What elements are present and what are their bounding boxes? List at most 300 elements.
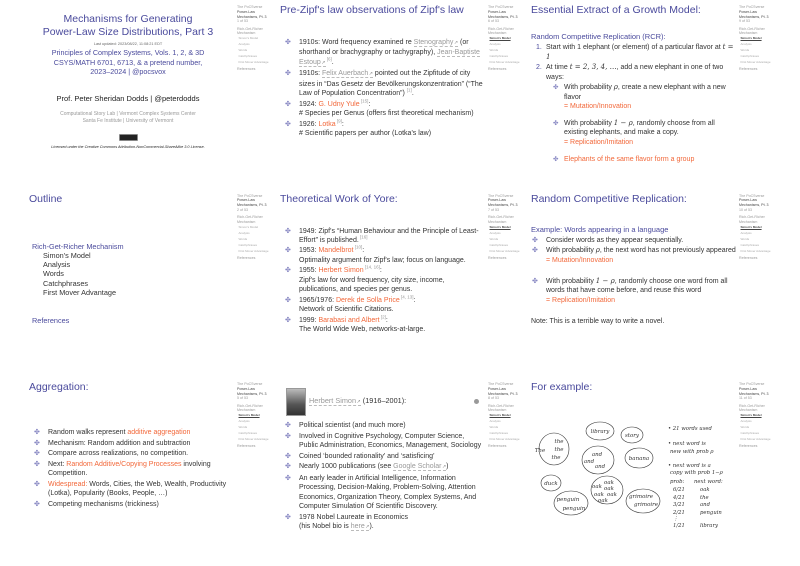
license-text: Licensed under the Creative Commons Attribution-NonCommercial-ShareAlike 3.0 License. bbox=[51, 144, 205, 149]
text-run: Competing mechanisms (trickiness) bbox=[48, 501, 159, 509]
text-run: Mechanism: Random addition and subtraction bbox=[48, 439, 191, 447]
list-item bbox=[531, 63, 736, 82]
bullet-icon: ✤ bbox=[532, 236, 538, 244]
sidebar-subsection[interactable]: Catchphrases bbox=[238, 431, 258, 436]
cc-license-logo[interactable] bbox=[119, 134, 138, 141]
sidebar-subsection[interactable]: Simon's Model bbox=[740, 413, 762, 418]
note-text bbox=[531, 317, 736, 326]
sidebar-section[interactable]: Rich-Get-Richer bbox=[739, 403, 765, 408]
text-run: 1 − ρ bbox=[613, 119, 633, 128]
sidebar-subsection[interactable]: Analysis bbox=[489, 230, 501, 235]
sidebar-section[interactable]: Rich-Get-Richer bbox=[237, 403, 263, 408]
highlight-text: G. Udny Yule bbox=[318, 100, 360, 108]
sidebar-subsection[interactable]: Catchphrases bbox=[489, 54, 509, 59]
bubble-word: grimoire bbox=[628, 494, 654, 500]
text-run: An early leader in Artificial Intelligence, Information Processing, Decision-Making, Problem-Solving, Attention Economics, Organization Theory, Complex Systems, And Computer Simulation Of Scientific Discovery. bbox=[299, 475, 477, 510]
list-item bbox=[531, 43, 736, 62]
sidebar-subsection[interactable]: Simon's Model bbox=[489, 36, 511, 41]
highlight-text: Herbert Simon bbox=[318, 267, 364, 275]
sidebar-brand[interactable]: The PoCSverse bbox=[739, 193, 765, 198]
list-item-text bbox=[48, 450, 188, 457]
sidebar-subsection[interactable]: Words bbox=[489, 48, 499, 53]
sidebar-subsection[interactable]: Analysis bbox=[238, 419, 250, 424]
sidebar-section[interactable]: Mechanism bbox=[488, 408, 507, 413]
handwritten-note: copy with prob 1−ρ bbox=[670, 470, 723, 476]
word-probability: 1/21 bbox=[673, 523, 685, 529]
text-run: 1910s: bbox=[299, 70, 322, 78]
sidebar-subsection[interactable]: Words bbox=[740, 425, 750, 430]
sidebar-deck-title[interactable]: Mechanisms, Pt. 3 bbox=[237, 203, 267, 208]
text-run: 1978 Nobel Laureate in Economics bbox=[299, 513, 408, 521]
highlight-text: Barabasi and Albert bbox=[318, 316, 380, 324]
list-item-text bbox=[299, 70, 483, 97]
text-run: ). bbox=[369, 522, 374, 530]
bubble-word: duck bbox=[544, 481, 558, 487]
text-run: 1955: bbox=[299, 267, 319, 275]
list-item bbox=[531, 277, 736, 305]
text-run: : bbox=[379, 267, 382, 275]
sidebar-subsection[interactable]: Catchphrases bbox=[238, 242, 258, 247]
text-run: : bbox=[385, 316, 388, 324]
list-item-text bbox=[299, 422, 406, 429]
sidebar-deck-title[interactable]: Power-Law bbox=[237, 386, 255, 391]
citation-ref: [10] bbox=[353, 245, 363, 251]
portrait-photo bbox=[286, 388, 306, 416]
list-item-text bbox=[299, 475, 476, 510]
slide-title: For example: bbox=[531, 381, 593, 393]
handwritten-note: • 21 words used bbox=[668, 426, 712, 432]
text-run: involving Competition. bbox=[48, 461, 211, 478]
sidebar-subsection[interactable]: Analysis bbox=[238, 42, 250, 47]
sidebar-subsection[interactable]: First Mover Advantage bbox=[238, 60, 269, 65]
course-line: Principles of Complex Systems, Vols. 1, 2, & 3D bbox=[51, 48, 205, 57]
list-number: 1. bbox=[536, 44, 542, 52]
list-item-text bbox=[546, 237, 683, 244]
bullet-icon: ✤ bbox=[34, 461, 40, 469]
text-run: Consider words as they appear sequentially. bbox=[546, 236, 684, 244]
course-line: CSYS/MATH 6701, 6713, & a pretend number, bbox=[53, 57, 203, 67]
next-word: and bbox=[700, 502, 710, 508]
slide-title: Theoretical Work of Yore: bbox=[280, 192, 398, 205]
course-line: 2023–2024 | @pocsvox bbox=[90, 67, 166, 77]
list-item bbox=[280, 266, 485, 294]
text-run: The World Wide Web, networks-at-large. bbox=[299, 326, 426, 334]
bubble-word: penguin bbox=[562, 506, 586, 512]
text-run: . bbox=[411, 89, 414, 97]
section-heading bbox=[531, 225, 736, 234]
list-item-text bbox=[546, 278, 728, 304]
bubble-word: oak bbox=[592, 484, 602, 490]
sidebar-section[interactable]: Mechanism bbox=[488, 219, 507, 224]
next-word: oak bbox=[700, 487, 710, 493]
bullet-icon: ✤ bbox=[34, 450, 40, 458]
slide bbox=[21, 0, 272, 188]
sidebar-deck-title[interactable]: Mechanisms, Pt. 3 bbox=[488, 14, 518, 19]
list-item-text bbox=[546, 44, 734, 60]
text-run: Start with 1 elephant (or element) of a particular flavor at bbox=[546, 44, 723, 52]
text-run: , add a new elephant in one of two ways: bbox=[546, 64, 724, 81]
list-item-text bbox=[299, 39, 480, 66]
citation-ref: [9] bbox=[335, 118, 342, 124]
sidebar-subsection[interactable]: Analysis bbox=[238, 230, 250, 235]
list-item bbox=[531, 236, 736, 245]
text-run: 1953: bbox=[299, 247, 319, 255]
sidebar-brand[interactable]: The PoCSverse bbox=[488, 193, 514, 198]
text-run: : bbox=[413, 296, 416, 304]
external-link[interactable]: Jean-Baptiste Estoup ↗ bbox=[299, 49, 480, 66]
list-number: 2. bbox=[536, 64, 542, 72]
page-counter: 5 of 53 bbox=[237, 396, 248, 401]
sidebar-references[interactable]: References bbox=[739, 255, 758, 260]
bubble-word: oak bbox=[604, 486, 614, 492]
list-item bbox=[29, 428, 234, 437]
sidebar-subsection[interactable]: Simon's Model bbox=[740, 36, 762, 41]
outline-item[interactable]: Words bbox=[43, 269, 64, 279]
bubble-word: and bbox=[594, 464, 606, 470]
sidebar-brand[interactable]: The PoCSverse bbox=[237, 5, 263, 9]
bullet-icon: ✤ bbox=[34, 439, 40, 447]
list-item bbox=[531, 83, 736, 111]
sidebar-references[interactable]: References bbox=[739, 67, 758, 72]
text-run: Nearly 1000 publications (see bbox=[299, 463, 394, 471]
sidebar-brand[interactable]: The PoCSverse bbox=[237, 382, 263, 386]
list-item bbox=[280, 69, 485, 98]
bubble-word: oak bbox=[604, 480, 614, 486]
sidebar-section[interactable]: Rich-Get-Richer bbox=[237, 215, 263, 220]
bullet-icon: ✤ bbox=[285, 296, 291, 304]
list-item-text bbox=[564, 156, 694, 163]
bullet-icon: ✤ bbox=[285, 120, 291, 128]
slide-body bbox=[280, 38, 485, 140]
text-run: : bbox=[368, 100, 371, 108]
sidebar-deck-title[interactable]: Mechanisms, Pt. 3 bbox=[739, 391, 769, 396]
bullet-icon: ✤ bbox=[34, 501, 40, 509]
sidebar-subsection[interactable]: Analysis bbox=[740, 230, 752, 235]
sidebar-references[interactable]: References bbox=[739, 444, 758, 449]
handwritten-note: • next word is bbox=[668, 441, 706, 447]
text-run: Note: This is a terrible way to write a novel. bbox=[531, 317, 665, 325]
highlight-text: = Mutation/Innovation bbox=[546, 256, 614, 264]
sidebar-subsection[interactable]: First Mover Advantage bbox=[238, 437, 269, 442]
sidebar-deck-title[interactable]: Power-Law bbox=[488, 386, 506, 391]
page-counter: 6 of 53 bbox=[488, 19, 499, 24]
text-run: At time bbox=[546, 64, 570, 72]
sidebar-section[interactable]: Rich-Get-Richer bbox=[488, 215, 514, 220]
slide bbox=[523, 189, 774, 377]
slide-title: Pre-Zipf's law observations of Zipf's law bbox=[280, 4, 464, 16]
outline-item[interactable]: Simon's Model bbox=[43, 250, 91, 260]
outline-item[interactable]: Analysis bbox=[43, 260, 71, 270]
bullet-icon: ✤ bbox=[34, 481, 40, 489]
sidebar-subsection[interactable]: Simon's Model bbox=[740, 224, 762, 229]
sidebar-deck-title[interactable]: Mechanisms, Pt. 3 bbox=[237, 391, 267, 396]
text-run: Involved in Cognitive Psychology, Computer Science, Public Administration, Economics, Management, Sociology bbox=[299, 432, 482, 449]
outline-section[interactable]: Rich-Get-Richer Mechanism bbox=[32, 241, 124, 251]
affiliations bbox=[21, 111, 235, 125]
text-run: Next: bbox=[48, 461, 67, 469]
sidebar-deck-title[interactable]: Power-Law bbox=[237, 198, 255, 203]
sidebar-section[interactable]: Rich-Get-Richer bbox=[739, 215, 765, 220]
sidebar-references[interactable]: References bbox=[237, 255, 256, 260]
bullet-icon: ✤ bbox=[285, 463, 291, 471]
course-info bbox=[21, 48, 235, 77]
next-word: the bbox=[700, 495, 709, 501]
next-word: penguin bbox=[700, 510, 722, 516]
sidebar-deck-title[interactable]: Power-Law bbox=[739, 386, 757, 391]
list-item bbox=[280, 316, 485, 335]
sidebar-brand[interactable]: The PoCSverse bbox=[237, 193, 263, 198]
bullet-icon: ✤ bbox=[285, 475, 291, 483]
bubble-word: The bbox=[534, 448, 546, 454]
text-run: . bbox=[331, 58, 334, 66]
sidebar-subsection[interactable]: Words bbox=[740, 236, 750, 241]
word-probability: 3/21 bbox=[673, 502, 685, 508]
sidebar-subsection[interactable]: Catchphrases bbox=[740, 431, 760, 436]
highlight-text: Widespread: bbox=[48, 481, 88, 489]
sidebar-subsection[interactable]: Simon's Model bbox=[238, 224, 259, 229]
sidebar-deck-title[interactable]: Power-Law bbox=[237, 9, 255, 14]
bubble-word: oak bbox=[594, 492, 604, 498]
list-item bbox=[29, 439, 234, 448]
slide-title: Essential Extract of a Growth Model: bbox=[531, 4, 701, 16]
next-word: library bbox=[700, 523, 718, 529]
slide bbox=[21, 377, 272, 565]
sidebar-deck-title[interactable]: Power-Law bbox=[488, 198, 506, 203]
sidebar-section[interactable]: Rich-Get-Richer bbox=[488, 403, 514, 408]
external-link[interactable]: Google Scholar ↗ bbox=[393, 463, 446, 471]
sidebar-subsection[interactable]: Words bbox=[740, 48, 750, 53]
external-link[interactable]: Stenography ↗ bbox=[414, 39, 458, 47]
sidebar-subsection[interactable]: Analysis bbox=[740, 419, 752, 424]
deck-title: Power-Law Size Distributions, Part 3 bbox=[42, 26, 214, 38]
sidebar-deck-title[interactable]: Mechanisms, Pt. 3 bbox=[488, 203, 518, 208]
sidebar-section[interactable]: Mechanism bbox=[739, 408, 758, 413]
list-item-text bbox=[48, 429, 190, 436]
highlight-text: = Replication/Imitation bbox=[546, 296, 616, 304]
bubble-word: banana bbox=[628, 456, 650, 462]
slide bbox=[272, 0, 523, 188]
sidebar-deck-title[interactable]: Mechanisms, Pt. 3 bbox=[488, 391, 518, 396]
sidebar-brand[interactable]: The PoCSverse bbox=[488, 382, 514, 386]
list-item bbox=[280, 452, 485, 461]
bullet-icon: ✤ bbox=[285, 432, 291, 440]
sidebar-section[interactable]: Rich-Get-Richer bbox=[237, 26, 263, 31]
list-item-text bbox=[299, 463, 448, 471]
list-item bbox=[29, 500, 234, 509]
sidebar-subsection[interactable]: First Mover Advantage bbox=[238, 248, 269, 253]
sidebar-deck-title[interactable]: Power-Law bbox=[488, 9, 506, 14]
list-item bbox=[29, 449, 234, 458]
highlight-text: Random Additive/Copying Processes bbox=[66, 461, 182, 469]
sidebar-subsection[interactable]: Catchphrases bbox=[489, 431, 509, 436]
sidebar-subsection[interactable]: Words bbox=[238, 48, 248, 53]
sidebar-subsection[interactable]: Catchphrases bbox=[740, 242, 760, 247]
bubble-word: oak bbox=[607, 492, 617, 498]
text-run: , the next word has not previously appeared bbox=[599, 247, 736, 255]
text-run: 1999: bbox=[299, 316, 319, 324]
slide-body bbox=[280, 421, 485, 534]
sidebar-subsection[interactable]: First Mover Advantage bbox=[740, 248, 771, 253]
highlight-text: Lotka bbox=[318, 120, 336, 128]
sidebar-deck-title[interactable]: Mechanisms, Pt. 3 bbox=[739, 203, 769, 208]
highlight-text: Mandelbrot bbox=[318, 247, 354, 255]
sidebar-subsection[interactable]: First Mover Advantage bbox=[489, 437, 520, 442]
list-item-text bbox=[299, 314, 426, 334]
bullet-icon: ✤ bbox=[285, 227, 291, 235]
sidebar-subsection[interactable]: Simon's Model bbox=[238, 413, 260, 418]
sidebar-references[interactable]: References bbox=[488, 255, 507, 260]
text-run: : bbox=[341, 120, 344, 128]
sidebar-subsection[interactable]: First Mover Advantage bbox=[489, 60, 520, 65]
author: Prof. Peter Sheridan Dodds | @peterdodds bbox=[56, 93, 200, 103]
outline-item[interactable]: Catchphrases bbox=[43, 278, 89, 288]
bubble-word: the bbox=[554, 447, 564, 453]
sidebar-references[interactable]: References bbox=[488, 67, 507, 72]
text-run: : bbox=[362, 247, 365, 255]
handwritten-note: prob: bbox=[670, 479, 685, 485]
list-item bbox=[280, 421, 485, 430]
sidebar-subsection[interactable]: Words bbox=[238, 425, 248, 430]
sidebar-subsection[interactable]: Catchphrases bbox=[238, 54, 258, 59]
external-link[interactable]: here ↗ bbox=[351, 523, 370, 531]
list-item-text bbox=[299, 433, 481, 449]
citation-ref: [2] bbox=[379, 314, 386, 320]
list-item-text bbox=[546, 64, 723, 80]
slide-title: Outline bbox=[29, 192, 63, 205]
list-item-text bbox=[531, 32, 666, 41]
list-item bbox=[280, 38, 485, 68]
bubble-word: and bbox=[591, 452, 603, 458]
affiliation-line: Santa Fe Institute | University of Vermont bbox=[82, 117, 174, 124]
sidebar-subsection[interactable]: First Mover Advantage bbox=[740, 437, 771, 442]
outline-references[interactable]: References bbox=[32, 316, 70, 326]
list-item bbox=[29, 460, 234, 479]
sidebar-references[interactable]: References bbox=[488, 444, 507, 449]
affiliation-line: Computational Story Lab | Vermont Complex Systems Center bbox=[60, 111, 196, 118]
sidebar-section[interactable]: Rich-Get-Richer bbox=[488, 26, 514, 31]
list-item-text bbox=[564, 120, 715, 146]
sidebar-section[interactable]: Mechanism bbox=[237, 408, 256, 413]
text-run: # Scientific papers per author (Lotka's law) bbox=[299, 129, 432, 137]
slide-body bbox=[280, 227, 485, 336]
sidebar-section[interactable]: Mechanism bbox=[488, 31, 507, 36]
list-item-text bbox=[564, 84, 726, 110]
sidebar-section[interactable]: Mechanism bbox=[237, 31, 256, 36]
sidebar-section[interactable]: Mechanism bbox=[237, 219, 256, 224]
sidebar-subsection[interactable]: Words bbox=[489, 425, 499, 430]
sidebar-subsection[interactable]: Catchphrases bbox=[740, 54, 760, 59]
sidebar-subsection[interactable]: Simon's Model bbox=[489, 224, 511, 229]
bullet-icon: ✤ bbox=[285, 70, 291, 78]
bubble-word: library bbox=[590, 429, 610, 435]
sidebar-deck-title[interactable]: Mechanisms, Pt. 3 bbox=[237, 14, 267, 19]
citation-ref: [6] bbox=[325, 56, 332, 62]
list-item bbox=[280, 432, 485, 451]
list-item bbox=[280, 296, 485, 315]
title-page bbox=[21, 13, 235, 152]
citation-ref: [1] bbox=[406, 87, 412, 93]
highlight-text: additive aggregation bbox=[127, 429, 191, 436]
page-counter: 8 of 53 bbox=[488, 396, 499, 401]
text-run: Network of Scientific Citations. bbox=[299, 306, 394, 314]
sidebar-subsection[interactable]: Simon's Model bbox=[238, 36, 259, 41]
highlight-text: = Mutation/Innovation bbox=[564, 102, 632, 110]
page-counter: 9 of 53 bbox=[739, 19, 750, 24]
list-item bbox=[280, 462, 485, 472]
word-probability: ⋮ bbox=[673, 516, 679, 522]
word-bubble-grimoire bbox=[626, 489, 660, 513]
external-link[interactable]: Herbert Simon ↗ bbox=[309, 396, 361, 406]
sidebar-subsection[interactable]: Simon's Model bbox=[489, 413, 511, 418]
list-item bbox=[531, 119, 736, 147]
slide-title: Random Competitive Replication: bbox=[531, 192, 687, 205]
sidebar-brand[interactable]: The PoCSverse bbox=[739, 5, 765, 9]
text-run: , randomly choose from all existing elephants, and make a copy. bbox=[564, 120, 715, 137]
text-run: ρ bbox=[613, 83, 618, 92]
sidebar-deck-title[interactable]: Mechanisms, Pt. 3 bbox=[739, 14, 769, 19]
slide-title: Aggregation: bbox=[29, 381, 89, 393]
sidebar-brand[interactable]: The PoCSverse bbox=[739, 382, 765, 386]
bubble-word: and bbox=[583, 459, 595, 465]
sidebar-references[interactable]: References bbox=[237, 67, 256, 72]
sidebar-section[interactable]: Mechanism bbox=[739, 219, 758, 224]
sidebar-section[interactable]: Mechanism bbox=[739, 31, 758, 36]
sidebar-subsection[interactable]: Catchphrases bbox=[489, 242, 509, 247]
bullet-icon: ✤ bbox=[285, 247, 291, 255]
navigation-sidebar bbox=[739, 5, 799, 72]
outline-item[interactable]: First Mover Advantage bbox=[43, 287, 117, 297]
section-heading bbox=[531, 32, 736, 41]
bullet-icon: ✤ bbox=[285, 39, 291, 46]
text-run: 1924: bbox=[299, 100, 319, 108]
sidebar-subsection[interactable]: Words bbox=[489, 236, 499, 241]
bullet-icon: ✤ bbox=[34, 429, 40, 436]
text-run: With probability bbox=[546, 247, 596, 255]
globe-icon[interactable] bbox=[474, 399, 479, 404]
bubble-word: the bbox=[554, 439, 564, 445]
list-item bbox=[280, 227, 485, 246]
sidebar-brand[interactable]: The PoCSverse bbox=[488, 5, 514, 9]
sidebar-deck-title[interactable]: Power-Law bbox=[739, 9, 757, 14]
word-probability: 6/21 bbox=[673, 487, 685, 493]
sidebar-subsection[interactable]: Analysis bbox=[489, 419, 501, 424]
text-run: Zipf's law for word frequency, city size, income, publications, and species per genus. bbox=[299, 276, 445, 294]
bullet-icon: ✤ bbox=[553, 84, 559, 92]
sidebar-subsection[interactable]: Analysis bbox=[740, 42, 752, 47]
slide-body bbox=[531, 32, 736, 166]
sidebar-subsection[interactable]: Analysis bbox=[489, 42, 501, 47]
list-item-text bbox=[299, 228, 479, 244]
sidebar-subsection[interactable]: First Mover Advantage bbox=[740, 60, 771, 65]
citation-ref: [14, 16] bbox=[363, 265, 380, 271]
sidebar-subsection[interactable]: Words bbox=[238, 236, 248, 241]
list-item-text bbox=[48, 501, 159, 508]
list-item-text bbox=[531, 318, 664, 325]
sidebar-subsection[interactable]: First Mover Advantage bbox=[489, 248, 520, 253]
sidebar-section[interactable]: Rich-Get-Richer bbox=[739, 26, 765, 31]
list-item-text bbox=[531, 225, 668, 234]
sidebar-deck-title[interactable]: Power-Law bbox=[739, 198, 757, 203]
word-probability: 4/21 bbox=[673, 495, 685, 501]
handwritten-note: new with prob ρ bbox=[670, 449, 714, 455]
list-item-text bbox=[299, 514, 408, 531]
sidebar-references[interactable]: References bbox=[237, 444, 256, 449]
list-item bbox=[29, 480, 234, 499]
list-item bbox=[280, 100, 485, 119]
handwritten-sketch bbox=[523, 377, 774, 565]
external-link[interactable]: Felix Auerbach ↗ bbox=[322, 70, 373, 78]
list-item-text bbox=[299, 294, 416, 314]
